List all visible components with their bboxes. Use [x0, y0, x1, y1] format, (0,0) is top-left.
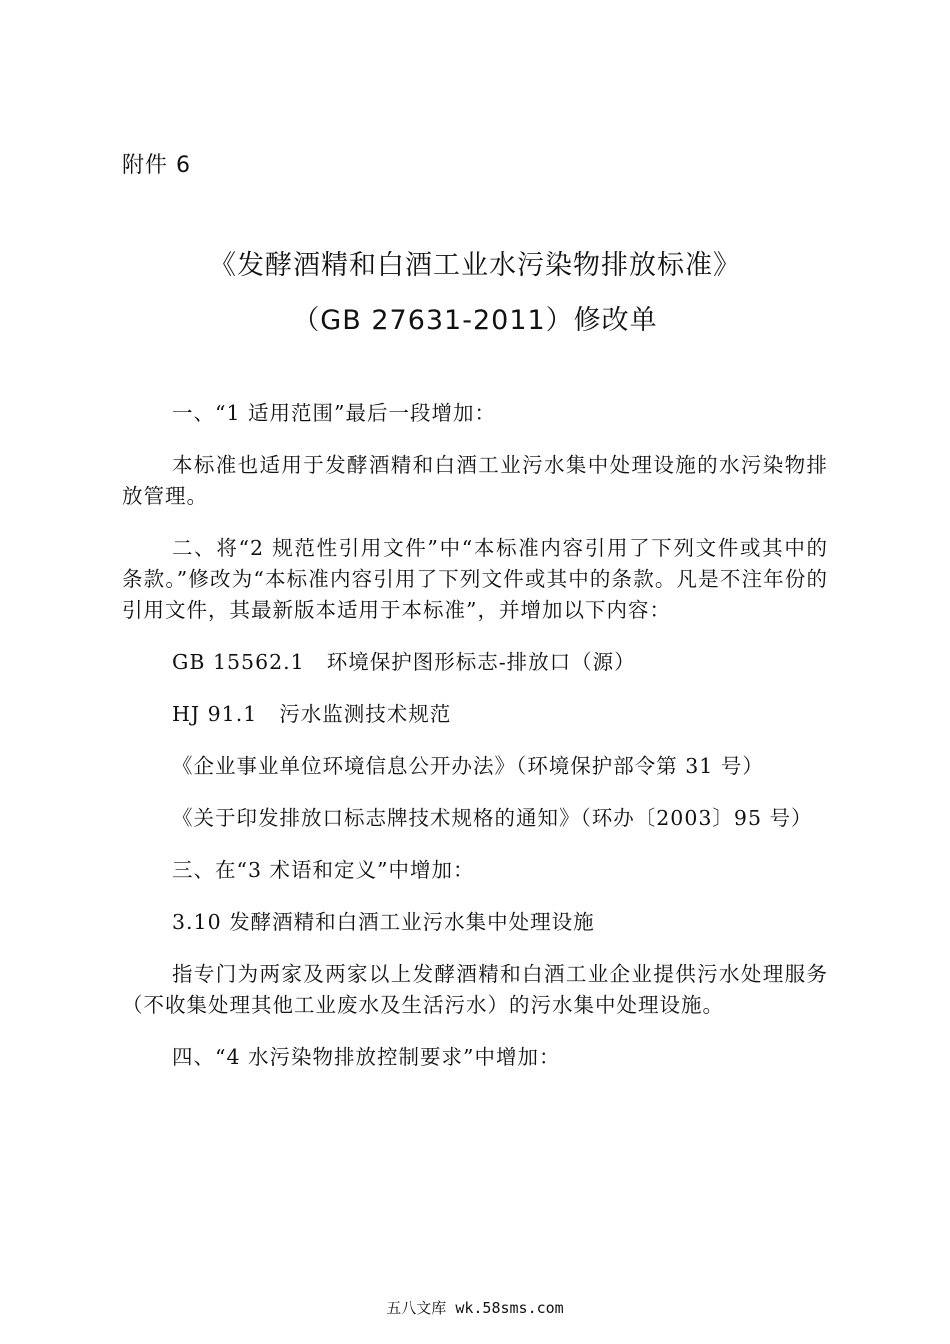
- section1-heading: 一、“1 适用范围”最后一段增加：: [172, 401, 497, 425]
- reference-item: [122, 647, 828, 678]
- section1-text: 本标准也适用于发酵酒精和白酒工业污水集中处理设施的水污染物排放管理。: [122, 453, 828, 508]
- attachment-label: 附件 6: [122, 153, 191, 178]
- reference-name: 污水监测技术规范: [279, 702, 452, 726]
- section4-heading: 四、“4 水污染物排放控制要求”中增加：: [172, 1045, 561, 1069]
- document-body: [122, 398, 828, 1094]
- reference-item: 《企业事业单位环境信息公开办法》（环境保护部令第 31 号）: [172, 754, 764, 778]
- reference-code: HJ 91.1: [172, 702, 258, 726]
- section3-heading: 三、在“3 术语和定义”中增加：: [172, 858, 475, 882]
- footer-watermark: 五八文库 wk.58sms.com: [386, 1299, 564, 1317]
- reference-code: GB 15562.1: [172, 650, 305, 674]
- section2-text: 二、将“2 规范性引用文件”中“本标准内容引用了下列文件或其中的条款。”修改为“本标准内容引用了下列文件或其中的条款。凡是不注年份的引用文件，其最新版本适用于本标准”，并增加以下内容：: [122, 536, 828, 622]
- reference-item: 《关于印发排放口标志牌技术规格的通知》（环办〔2003〕95 号）: [172, 806, 813, 830]
- section3-term: 3.10 发酵酒精和白酒工业污水集中处理设施: [172, 910, 595, 934]
- section3-definition: 指专门为两家及两家以上发酵酒精和白酒工业企业提供污水处理服务（不收集处理其他工业废水及生活污水）的污水集中处理设施。: [122, 962, 828, 1017]
- reference-item: [122, 699, 828, 730]
- document-title-line1: 《发酵酒精和白酒工业水污染物排放标准》: [209, 250, 741, 281]
- reference-name: 环境保护图形标志-排放口（源）: [326, 650, 636, 674]
- document-title-line2: （GB 27631-2011）修改单: [292, 305, 658, 336]
